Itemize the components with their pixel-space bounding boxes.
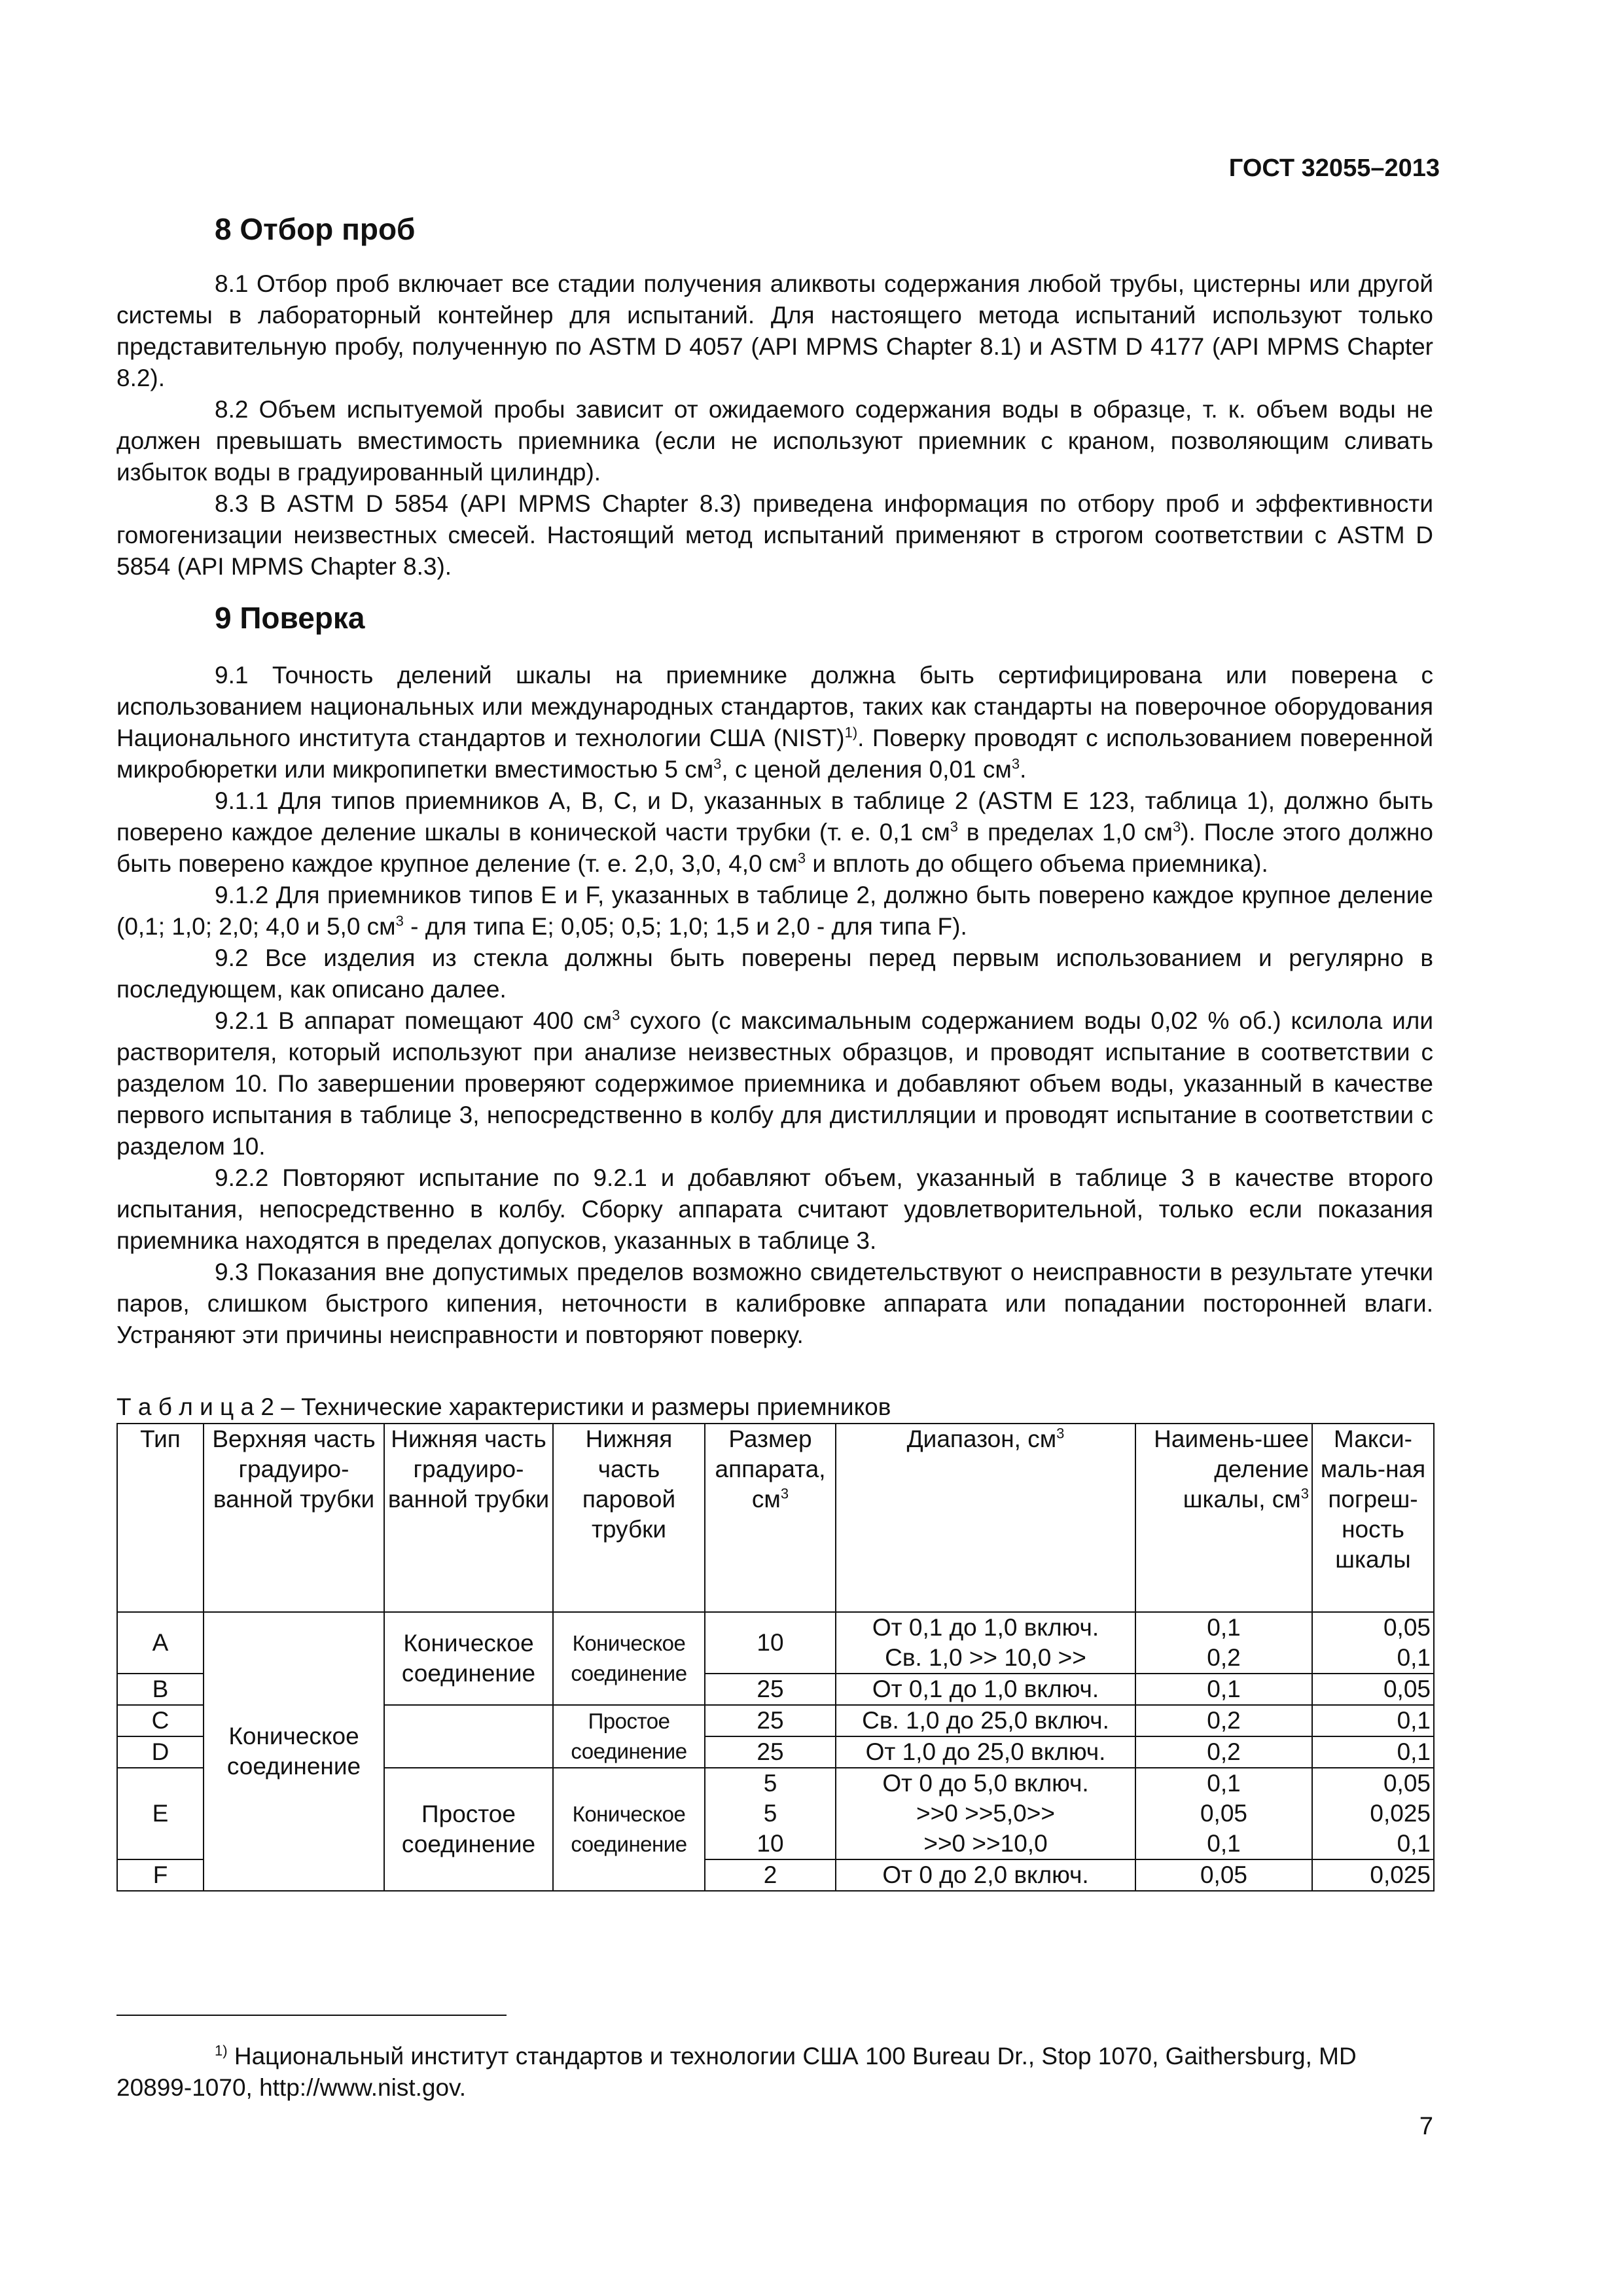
cell-size: 25 [705,1705,836,1736]
section-9-title: 9 Поверка [215,601,365,635]
text-segment: - для типа E; 0,05; 0,5; 1,0; 1,5 и 2,0 - для типа F). [403,913,967,940]
paragraph-9-3: 9.3 Показания вне допустимых пределов возможно свидетельствуют о неисправности в результате утечки паров, слишком быстрого кипения, неточности в калибровке аппарата или попадании посторонней влаги. Устраняют эти причины неисправности и повторяют поверку. [116,1259,1433,1348]
cell-max-error: 0,05 0,1 [1312,1612,1434,1674]
superscript: 3 [950,818,959,835]
header-lower: Нижняя часть градуиро-ванной трубки [384,1424,553,1612]
paragraph-8-2: 8.2 Объем испытуемой пробы зависит от ожидаемого содержания воды в образце, т. к. объем воды не должен превышать вместимость приемника (если не используют приемник с краном, позволяющим сливать избыток воды в градуированный цилиндр). [116,396,1433,486]
cell-max-error: 0,025 [1312,1859,1434,1891]
superscript: 3 [780,1485,789,1502]
header-type: Тип [117,1424,204,1612]
text-segment: . [1020,756,1027,783]
page-number: 7 [1419,2113,1433,2140]
cell-max-error: 0,05 0,025 0,1 [1312,1768,1434,1859]
cell-min-division: 0,1 0,05 0,1 [1135,1768,1312,1859]
header-size [705,1424,836,1612]
cell-size: 25 [705,1674,836,1705]
cell-vapor-conical-ef: Коническое соединение [553,1768,705,1891]
header-min-division-label: Наимень-шее деление шкалы, см [1154,1426,1309,1513]
document-body [116,209,1433,1892]
cell-size: 5 5 10 [705,1768,836,1859]
footnote-body: Национальный институт стандартов и технологии США 100 Bureau Dr., Stop 1070, Gaithersburg, MD 20899-1070, http://www.nist.gov. [116,2043,1357,2101]
cell-range: Св. 1,0 до 25,0 включ. [836,1705,1135,1736]
text-segment: в пределах 1,0 см [958,819,1173,846]
superscript: 3 [612,1007,620,1024]
superscript: 3 [1056,1425,1065,1442]
table-caption-label: Т а б л и ц а 2 [116,1393,274,1420]
cell-max-error: 0,1 [1312,1736,1434,1768]
cell-lower-simple: Простое соединение [384,1768,553,1891]
superscript: 3 [713,755,722,772]
cell-upper-conical: Коническое соединение [204,1612,384,1891]
header-range-label: Диапазон, см [906,1426,1057,1452]
footnote [116,2041,1433,2104]
cell-type: C [117,1705,204,1736]
footnote-marker: 1) [215,2042,228,2059]
paragraph-9-2-2: 9.2.2 Повторяют испытание по 9.2.1 и добавляют объем, указанный в таблице 3 в качестве второго испытания, непосредственно в колбу. Сборку аппарата считают удовлетворительной, только если показания приемника находятся в пределах допусков, указанных в таблице 3. [116,1164,1433,1254]
cell-vapor-conical: Коническое соединение [553,1612,705,1705]
header-size-label: Размер аппарата, см [715,1426,826,1513]
cell-range: От 0,1 до 1,0 включ. [836,1674,1135,1705]
text-segment: . Поверку проводят с использованием поверенной микробюретки или микропипетки вместимостью 5 см [116,725,1433,783]
paragraph-9-1-1 [116,785,1433,880]
header-range [836,1424,1135,1612]
cell-type: A [117,1612,204,1674]
cell-type: F [117,1859,204,1891]
cell-type: E [117,1768,204,1859]
paragraph-8-1: 8.1 Отбор проб включает все стадии получения аликвоты содержания любой трубы, цистерны или другой системы в лабораторный контейнер для испытаний. Для настоящего метода испытаний используют только представительную пробу, полученную по ASTM D 4057 (API MPMS Chapter 8.1) и ASTM D 4177 (API MPMS Chapter 8.2). [116,270,1433,391]
paragraph-9-1-2 [116,880,1433,942]
header-min-division [1135,1424,1312,1612]
table-row [117,1612,1434,1674]
text-segment: сухого (с максимальным содержанием воды 0,02 % об.) ксилола или растворителя, который используют при анализе неизвестных образцов, и проводят испытание в соответствии с разделом 10. По завершении проверяют содержимое приемника и добавляют объем воды, указанный в качестве первого испытания в таблице 3, непосредственно в колбу для дистилляции и проводят испытание в соответствии с разделом 10. [116,1007,1433,1160]
cell-range: От 0 до 5,0 включ. >>0 >>5,0>> >>0 >>10,0 [836,1768,1135,1859]
cell-min-division: 0,2 [1135,1705,1312,1736]
cell-max-error: 0,1 [1312,1705,1434,1736]
cell-min-division: 0,1 [1135,1674,1312,1705]
footnote-ref: 1) [844,724,858,741]
cell-size: 10 [705,1612,836,1674]
cell-max-error: 0,05 [1312,1674,1434,1705]
cell-type: D [117,1736,204,1768]
table-caption [116,1391,1433,1423]
superscript: 3 [797,850,806,867]
cell-vapor-simple: Простое соединение [553,1705,705,1768]
cell-min-division: 0,2 [1135,1736,1312,1768]
paragraph-9-2: 9.2 Все изделия из стекла должны быть поверены перед первым использованием и регулярно в последующем, как описано далее. [116,944,1433,1003]
header-upper: Верхняя часть градуиро-ванной трубки [204,1424,384,1612]
header-vapor: Нижняя часть паровой трубки [553,1424,705,1612]
text-segment: и вплоть до общего объема приемника). [806,850,1268,877]
paragraph-9-1 [116,660,1433,785]
superscript: 3 [395,912,404,929]
section-8-title: 8 Отбор проб [215,212,416,246]
superscript: 3 [1172,818,1181,835]
superscript: 3 [1011,755,1020,772]
text-segment: 9.1 Точность делений шкалы на приемнике должна быть сертифицирована или поверена с использованием национальных или международных стандартов, таких как стандарты на поверочное оборудования Национального института стандартов и технологии США (NIST) [116,662,1433,751]
text-segment: , с ценой деления 0,01 см [721,756,1012,783]
cell-lower-conical: Коническое соединение [384,1612,553,1705]
cell-range: От 0,1 до 1,0 включ. Св. 1,0 >> 10,0 >> [836,1612,1135,1674]
paragraph-9-2-1 [116,1005,1433,1162]
cell-range: От 0 до 2,0 включ. [836,1859,1135,1891]
text-segment: ). После этого должно быть поверено каждое крупное деление (т. е. 2,0, 3,0, 4,0 см [116,819,1433,877]
standard-id: ГОСТ 32055–2013 [1228,154,1440,182]
cell-size: 25 [705,1736,836,1768]
paragraph-8-3: 8.3 В ASTM D 5854 (API MPMS Chapter 8.3) приведена информация по отбору проб и эффективности гомогенизации неизвестных смесей. Настоящий метод испытаний применяют в строгом соответствии с ASTM D 5854 (API MPMS Chapter 8.3). [116,490,1433,580]
text-segment: 9.1.2 Для приемников типов E и F, указанных в таблице 2, должно быть поверено каждое крупное деление (0,1; 1,0; 2,0; 4,0 и 5,0 см [116,882,1433,940]
header-max-error: Макси-маль-ная погреш-ность шкалы [1312,1424,1434,1612]
footnote-text [116,2041,1433,2104]
text-segment: 9.1.1 Для типов приемников A, B, C, и D, указанных в таблице 2 (ASTM E 123, таблица 1), должно быть поверено каждое деление шкалы в конической части трубки (т. е. 0,1 см [116,787,1433,846]
cell-lower-conical-cd [384,1705,553,1768]
cell-type: B [117,1674,204,1705]
cell-range: От 1,0 до 25,0 включ. [836,1736,1135,1768]
footnote-separator [116,2015,507,2016]
superscript: 3 [1300,1485,1309,1502]
cell-min-division: 0,05 [1135,1859,1312,1891]
cell-min-division: 0,1 0,2 [1135,1612,1312,1674]
cell-size: 2 [705,1859,836,1891]
text-segment: 9.2.1 В аппарат помещают 400 см [215,1007,613,1034]
table-header-row [117,1424,1434,1612]
receiver-spec-table [116,1423,1435,1892]
table-caption-text: – Технические характеристики и размеры приемников [274,1393,891,1420]
